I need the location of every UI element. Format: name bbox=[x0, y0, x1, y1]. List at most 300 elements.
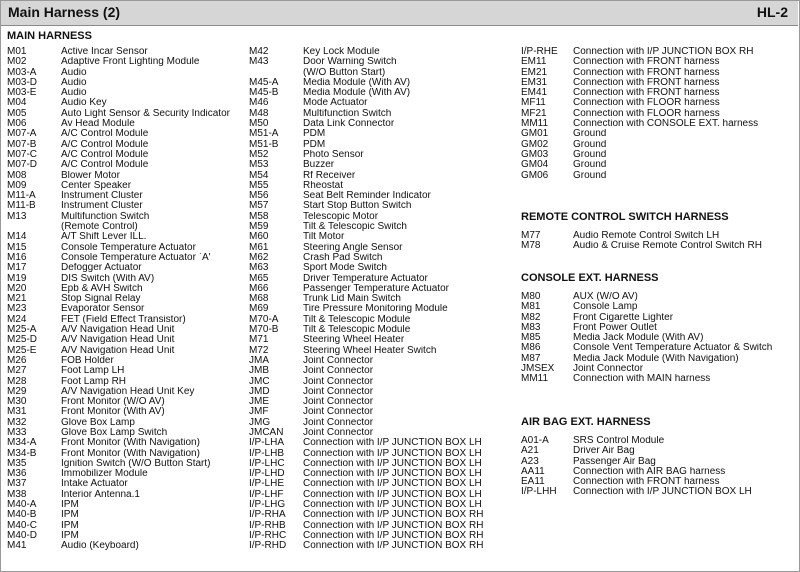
connector-description: Connection with FLOOR harness bbox=[573, 108, 720, 119]
connector-code: GM01 bbox=[521, 128, 549, 140]
connector-description: Blower Motor bbox=[61, 170, 120, 181]
connector-code: I/P-RHA bbox=[249, 509, 286, 521]
connector-description: IPM bbox=[61, 500, 79, 511]
connector-code: M16 bbox=[7, 251, 27, 263]
connector-row bbox=[7, 418, 251, 428]
connector-row bbox=[249, 274, 511, 284]
connector-row bbox=[7, 284, 251, 294]
connector-row bbox=[249, 150, 511, 160]
page-title: Main Harness (2) bbox=[8, 4, 121, 20]
connector-description: Key Lock Module bbox=[303, 47, 380, 57]
connector-row bbox=[521, 354, 797, 364]
connector-row bbox=[249, 346, 511, 356]
connector-description: Center Speaker bbox=[61, 180, 132, 191]
connector-row bbox=[7, 212, 251, 222]
connector-description: Crash Pad Switch bbox=[303, 252, 383, 263]
connector-code: MM11 bbox=[521, 118, 549, 130]
connector-row bbox=[521, 343, 797, 353]
connector-description: Instrument Cluster bbox=[61, 191, 143, 202]
connector-description: Connection with I/P JUNCTION BOX LH bbox=[573, 487, 752, 498]
connector-row bbox=[521, 150, 797, 160]
connector-description: Front Power Outlet bbox=[573, 322, 657, 333]
connector-description: Front Monitor (With Navigation) bbox=[61, 448, 200, 459]
connector-code: I/P-RHE bbox=[521, 46, 558, 57]
connector-row bbox=[7, 449, 251, 459]
connector-row bbox=[7, 510, 251, 520]
connector-code: M19 bbox=[7, 272, 27, 284]
connector-description: Joint Connector bbox=[303, 376, 374, 387]
connector-code: M81 bbox=[521, 301, 541, 313]
connector-code: M35 bbox=[7, 457, 27, 469]
connector-description: Console Lamp bbox=[573, 302, 638, 313]
connector-description: Connection with I/P JUNCTION BOX RH bbox=[303, 541, 484, 552]
connector-description: Tilt & Telescopic Module bbox=[303, 314, 411, 325]
connector-description: Ignition Switch (W/O Button Start) bbox=[61, 458, 211, 469]
connector-row bbox=[7, 479, 251, 489]
connector-description: Connection with MAIN harness bbox=[573, 374, 711, 385]
connector-description: Tire Pressure Monitoring Module bbox=[303, 304, 448, 315]
connector-row bbox=[521, 292, 797, 302]
connector-code: M36 bbox=[7, 468, 27, 480]
connector-row bbox=[249, 109, 511, 119]
connector-description: Audio (Keyboard) bbox=[61, 541, 139, 552]
connector-code: JMB bbox=[249, 365, 269, 377]
connector-code: M15 bbox=[7, 241, 27, 253]
connector-code: A21 bbox=[521, 445, 539, 457]
connector-description: Audio bbox=[61, 77, 87, 88]
connector-row bbox=[249, 304, 511, 314]
connector-code: M32 bbox=[7, 416, 27, 428]
connector-list bbox=[521, 47, 797, 181]
connector-description: Front Monitor (With Navigation) bbox=[61, 438, 200, 449]
connector-description: Connection with I/P JUNCTION BOX RH bbox=[303, 520, 484, 531]
connector-code: M43 bbox=[249, 56, 269, 68]
connector-row bbox=[249, 212, 511, 222]
connector-code: M62 bbox=[249, 251, 269, 263]
connector-row bbox=[7, 387, 251, 397]
connector-row bbox=[7, 129, 251, 139]
connector-row bbox=[521, 487, 797, 497]
connector-row bbox=[7, 304, 251, 314]
connector-code: M07-B bbox=[7, 138, 37, 150]
connector-row bbox=[7, 366, 251, 376]
connector-row bbox=[249, 418, 511, 428]
connector-row bbox=[249, 407, 511, 417]
connector-description: Audio bbox=[61, 88, 87, 99]
connector-row bbox=[521, 47, 797, 57]
connector-description: Telescopic Motor bbox=[303, 211, 379, 222]
connector-description: Joint Connector bbox=[303, 407, 374, 418]
connector-code: M66 bbox=[249, 282, 269, 294]
connector-code: I/P-LHB bbox=[249, 447, 285, 459]
connector-description: Connection with CONSOLE EXT. harness bbox=[573, 119, 759, 130]
connector-description: Joint Connector bbox=[303, 355, 374, 366]
connector-code: M13 bbox=[7, 210, 27, 222]
connector-code: M07-A bbox=[7, 128, 37, 140]
connector-description: Buzzer bbox=[303, 160, 335, 171]
connector-row bbox=[249, 335, 511, 345]
connector-code: M30 bbox=[7, 396, 27, 408]
connector-row bbox=[7, 47, 251, 57]
connector-description: Steering Angle Sensor bbox=[303, 242, 403, 253]
connector-code: M42 bbox=[249, 46, 269, 57]
connector-code: I/P-RHC bbox=[249, 529, 287, 541]
connector-description: Adaptive Front Lighting Module bbox=[61, 57, 200, 68]
connector-code: M45-A bbox=[249, 76, 279, 88]
connector-row bbox=[7, 490, 251, 500]
connector-code: M24 bbox=[7, 313, 27, 325]
connector-description: A/C Control Module bbox=[61, 149, 149, 160]
connector-description: Joint Connector bbox=[573, 364, 644, 375]
connector-row bbox=[249, 366, 511, 376]
connector-list bbox=[521, 231, 797, 252]
connector-code: M25-A bbox=[7, 324, 37, 336]
connector-code: I/P-LHE bbox=[249, 478, 285, 490]
connector-row bbox=[249, 191, 511, 201]
connector-row bbox=[7, 531, 251, 541]
connector-row bbox=[521, 129, 797, 139]
connector-code: M70-A bbox=[249, 313, 279, 325]
connector-row bbox=[7, 335, 251, 345]
connector-row bbox=[521, 140, 797, 150]
connector-description: Connection with I/P JUNCTION BOX LH bbox=[303, 489, 482, 500]
connector-description: Epb & AVH Switch bbox=[61, 283, 143, 294]
connector-description: Seat Belt Reminder Indicator bbox=[303, 191, 431, 202]
connector-description: Connection with I/P JUNCTION BOX LH bbox=[303, 458, 482, 469]
connector-description: Connection with FRONT harness bbox=[573, 477, 720, 488]
connector-row bbox=[249, 377, 511, 387]
connector-row bbox=[7, 140, 251, 150]
connector-description: IPM bbox=[61, 520, 79, 531]
connector-code: M05 bbox=[7, 107, 27, 119]
connector-description: Connection with FRONT harness bbox=[573, 77, 720, 88]
connector-description: Interior Antenna.1 bbox=[61, 489, 140, 500]
connector-row bbox=[7, 315, 251, 325]
connector-code: M45-B bbox=[249, 87, 279, 99]
connector-code: JMSEX bbox=[521, 363, 555, 375]
connector-code: M23 bbox=[7, 303, 27, 315]
connector-description: Front Monitor (With AV) bbox=[61, 407, 165, 418]
main-harness-column-2 bbox=[249, 47, 511, 552]
connector-description: Connection with I/P JUNCTION BOX RH bbox=[303, 530, 484, 541]
connector-row bbox=[7, 78, 251, 88]
connector-row bbox=[7, 469, 251, 479]
connector-row bbox=[521, 333, 797, 343]
connector-row bbox=[7, 171, 251, 181]
connector-row bbox=[521, 160, 797, 170]
connector-description: Stop Signal Relay bbox=[61, 294, 141, 305]
connector-description: Ground bbox=[573, 139, 607, 150]
connector-description: Media Module (With AV) bbox=[303, 88, 411, 99]
connector-row bbox=[7, 263, 251, 273]
connector-row bbox=[249, 397, 511, 407]
connector-row bbox=[249, 98, 511, 108]
connector-description: Multifunction Switch bbox=[61, 211, 150, 222]
connector-description: Steering Wheel Heater bbox=[303, 335, 405, 346]
section-title-remote-control: REMOTE CONTROL SWITCH HARNESS bbox=[521, 211, 729, 223]
connector-code: JMG bbox=[249, 416, 271, 428]
connector-code: JME bbox=[249, 396, 269, 408]
connector-description: (Remote Control) bbox=[61, 222, 138, 233]
connector-row bbox=[7, 346, 251, 356]
connector-row bbox=[521, 98, 797, 108]
connector-description: Foot Lamp RH bbox=[61, 376, 127, 387]
connector-list bbox=[521, 436, 797, 498]
connector-code: M27 bbox=[7, 365, 27, 377]
connector-row bbox=[7, 57, 251, 67]
connector-row bbox=[249, 140, 511, 150]
connector-code: GM06 bbox=[521, 169, 549, 181]
connector-code: M72 bbox=[249, 344, 269, 356]
connector-row bbox=[249, 387, 511, 397]
connector-code: JMCAN bbox=[249, 426, 284, 438]
connector-description: Immobilizer Module bbox=[61, 469, 148, 480]
connector-code: I/P-LHG bbox=[249, 499, 286, 511]
air-bag-ext-harness bbox=[521, 416, 797, 498]
connector-description: Start Stop Button Switch bbox=[303, 201, 412, 212]
connector-code: M07-C bbox=[7, 148, 38, 160]
connector-description: Tilt Motor bbox=[303, 232, 345, 243]
connector-description: Photo Sensor bbox=[303, 149, 364, 160]
connector-row bbox=[249, 232, 511, 242]
connector-code: MF21 bbox=[521, 107, 547, 119]
connector-code: M87 bbox=[521, 352, 541, 364]
connector-row bbox=[249, 47, 511, 57]
connector-row bbox=[521, 477, 797, 487]
connector-code: M31 bbox=[7, 406, 27, 418]
connector-description: PDM bbox=[303, 129, 326, 140]
connector-code: M08 bbox=[7, 169, 27, 181]
connector-description: Data Link Connector bbox=[303, 119, 395, 130]
main-harness-column-1 bbox=[7, 30, 251, 552]
connector-description: Audio Remote Control Switch LH bbox=[573, 231, 720, 241]
connector-row bbox=[521, 68, 797, 78]
connector-row bbox=[7, 68, 251, 78]
connector-description: Ground bbox=[573, 129, 607, 140]
connector-code: M50 bbox=[249, 118, 269, 130]
main-harness-column-3 bbox=[521, 47, 797, 181]
connector-code: M29 bbox=[7, 385, 27, 397]
connector-row bbox=[7, 438, 251, 448]
connector-code: M03-D bbox=[7, 76, 38, 88]
connector-row bbox=[249, 78, 511, 88]
connector-description: Joint Connector bbox=[303, 386, 374, 397]
connector-row bbox=[521, 313, 797, 323]
connector-description: Passenger Temperature Actuator bbox=[303, 283, 450, 294]
connector-description: A/C Control Module bbox=[61, 160, 149, 171]
connector-code: M20 bbox=[7, 282, 27, 294]
connector-code: M69 bbox=[249, 303, 269, 315]
connector-description: Trunk Lid Main Switch bbox=[303, 294, 401, 305]
connector-row bbox=[249, 531, 511, 541]
connector-description: Rheostat bbox=[303, 180, 344, 191]
section-title-console-ext: CONSOLE EXT. HARNESS bbox=[521, 272, 659, 284]
section-title-main-harness: MAIN HARNESS bbox=[7, 30, 92, 42]
connector-code: MF11 bbox=[521, 97, 546, 109]
connector-description: AUX (W/O AV) bbox=[573, 292, 638, 302]
connector-row bbox=[521, 241, 797, 251]
connector-description: A/V Navigation Head Unit bbox=[61, 325, 175, 336]
connector-row bbox=[249, 315, 511, 325]
connector-description: PDM bbox=[303, 139, 326, 150]
connector-description: Glove Box Lamp bbox=[61, 417, 135, 428]
remote-control-switch-harness bbox=[521, 211, 797, 252]
connector-code: M14 bbox=[7, 231, 27, 243]
connector-description: Tilt & Telescopic Module bbox=[303, 325, 411, 336]
connector-code: M71 bbox=[249, 334, 269, 346]
connector-row bbox=[249, 253, 511, 263]
connector-row bbox=[7, 160, 251, 170]
connector-row bbox=[249, 129, 511, 139]
connector-code: GM04 bbox=[521, 159, 549, 171]
connector-description: Tilt & Telescopic Switch bbox=[303, 222, 407, 233]
connector-code: EM41 bbox=[521, 87, 548, 99]
connector-row bbox=[7, 253, 251, 263]
connector-description: Sport Mode Switch bbox=[303, 263, 387, 274]
connector-code: A23 bbox=[521, 455, 539, 467]
connector-description: Mode Actuator bbox=[303, 98, 368, 109]
connector-code: M63 bbox=[249, 262, 269, 274]
connector-code: M34-A bbox=[7, 437, 37, 449]
connector-description: Console Vent Temperature Actuator & Switch bbox=[573, 343, 773, 354]
connector-code: M40-A bbox=[7, 499, 37, 511]
connector-description: Door Warning Switch bbox=[303, 57, 397, 68]
connector-description: FOB Holder bbox=[61, 355, 114, 366]
connector-description: Driver Temperature Actuator bbox=[303, 273, 428, 284]
connector-description: DIS Switch (With AV) bbox=[61, 273, 155, 284]
connector-row bbox=[7, 201, 251, 211]
connector-row bbox=[249, 356, 511, 366]
connector-row bbox=[7, 274, 251, 284]
connector-code: M25-D bbox=[7, 334, 38, 346]
connector-description: A/T Shift Lever ILL. bbox=[61, 232, 147, 243]
connector-description: Active Incar Sensor bbox=[61, 47, 148, 57]
connector-description: A/C Control Module bbox=[61, 129, 149, 140]
connector-code: M38 bbox=[7, 488, 27, 500]
connector-row bbox=[7, 232, 251, 242]
connector-code: M17 bbox=[7, 262, 27, 274]
connector-row bbox=[7, 88, 251, 98]
connector-description: IPM bbox=[61, 510, 79, 521]
connector-row bbox=[249, 325, 511, 335]
connector-description: Foot Lamp LH bbox=[61, 366, 125, 377]
connector-description: Connection with FRONT harness bbox=[573, 88, 720, 99]
connector-description: Passenger Air Bag bbox=[573, 456, 656, 467]
connector-code: JMD bbox=[249, 385, 270, 397]
connector-row bbox=[521, 436, 797, 446]
connector-code: M03-A bbox=[7, 66, 37, 78]
connector-code: M83 bbox=[521, 321, 541, 333]
connector-list bbox=[7, 47, 251, 552]
connector-row bbox=[521, 467, 797, 477]
connector-description: Connection with I/P JUNCTION BOX RH bbox=[303, 510, 484, 521]
connector-description: (W/O Button Start) bbox=[303, 67, 386, 78]
connector-code: I/P-LHD bbox=[249, 468, 285, 480]
connector-code: M53 bbox=[249, 159, 269, 171]
connector-code: M11-B bbox=[7, 200, 36, 212]
connector-description: Intake Actuator bbox=[61, 479, 128, 490]
connector-row bbox=[7, 407, 251, 417]
connector-code: M51-A bbox=[249, 128, 279, 140]
connector-description: A/V Navigation Head Unit bbox=[61, 345, 175, 356]
connector-row bbox=[7, 98, 251, 108]
connector-row bbox=[521, 57, 797, 67]
connector-code: M86 bbox=[521, 342, 541, 354]
connector-code: M02 bbox=[7, 56, 27, 68]
connector-row bbox=[249, 490, 511, 500]
connector-description: Rf Receiver bbox=[303, 170, 356, 181]
connector-row bbox=[249, 479, 511, 489]
connector-description: Console Temperature Actuator `A' bbox=[61, 252, 211, 263]
connector-description: Av Head Module bbox=[61, 119, 135, 130]
connector-description: Connection with I/P JUNCTION BOX LH bbox=[303, 479, 482, 490]
connector-code: M37 bbox=[7, 478, 27, 490]
connector-row bbox=[249, 263, 511, 273]
connector-description: A/C Control Module bbox=[61, 139, 149, 150]
connector-code: I/P-LHA bbox=[249, 437, 285, 449]
connector-row bbox=[521, 364, 797, 374]
connector-code: M60 bbox=[249, 231, 269, 243]
connector-description: Connection with FLOOR harness bbox=[573, 98, 720, 109]
connector-code: M85 bbox=[521, 332, 541, 344]
connector-description: Joint Connector bbox=[303, 427, 374, 438]
connector-description: Auto Light Sensor & Security Indicator bbox=[61, 108, 230, 119]
connector-code: M68 bbox=[249, 293, 269, 305]
connector-code: M34-B bbox=[7, 447, 37, 459]
connector-row bbox=[7, 377, 251, 387]
connector-row bbox=[7, 191, 251, 201]
connector-description: Connection with FRONT harness bbox=[573, 67, 720, 78]
connector-code: JMF bbox=[249, 406, 269, 418]
connector-row bbox=[249, 500, 511, 510]
connector-row bbox=[7, 150, 251, 160]
connector-description: Console Temperature Actuator bbox=[61, 242, 196, 253]
connector-code: M48 bbox=[249, 107, 269, 119]
connector-description: A/V Navigation Head Unit bbox=[61, 335, 175, 346]
connector-description: Connection with AIR BAG harness bbox=[573, 466, 726, 477]
connector-code: A01-A bbox=[521, 435, 549, 446]
connector-description: Media Jack Module (With Navigation) bbox=[573, 353, 739, 364]
connector-code: AA11 bbox=[521, 465, 545, 477]
connector-description: Glove Box Lamp Switch bbox=[61, 427, 168, 438]
connector-row bbox=[7, 541, 251, 551]
connector-code: JMC bbox=[249, 375, 270, 387]
connector-list bbox=[521, 292, 797, 385]
connector-code: M09 bbox=[7, 179, 27, 191]
connector-row bbox=[249, 201, 511, 211]
connector-row bbox=[521, 446, 797, 456]
connector-description: Ground bbox=[573, 149, 607, 160]
connector-code: M40-C bbox=[7, 519, 38, 531]
connector-code: EM31 bbox=[521, 76, 548, 88]
connector-list bbox=[249, 47, 511, 552]
connector-row bbox=[521, 171, 797, 181]
connector-row bbox=[249, 428, 511, 438]
connector-code: M52 bbox=[249, 148, 269, 160]
connector-code: M03-E bbox=[7, 87, 37, 99]
connector-row bbox=[7, 294, 251, 304]
connector-code: M55 bbox=[249, 179, 269, 191]
connector-description: Media Module (With AV) bbox=[303, 77, 411, 88]
connector-row bbox=[249, 541, 511, 551]
connector-description: Evaporator Sensor bbox=[61, 304, 145, 315]
connector-code: EA11 bbox=[521, 476, 545, 488]
connector-description: Driver Air Bag bbox=[573, 446, 635, 457]
connector-code: M59 bbox=[249, 221, 269, 233]
connector-row bbox=[521, 78, 797, 88]
connector-row bbox=[249, 222, 511, 232]
connector-row bbox=[249, 181, 511, 191]
